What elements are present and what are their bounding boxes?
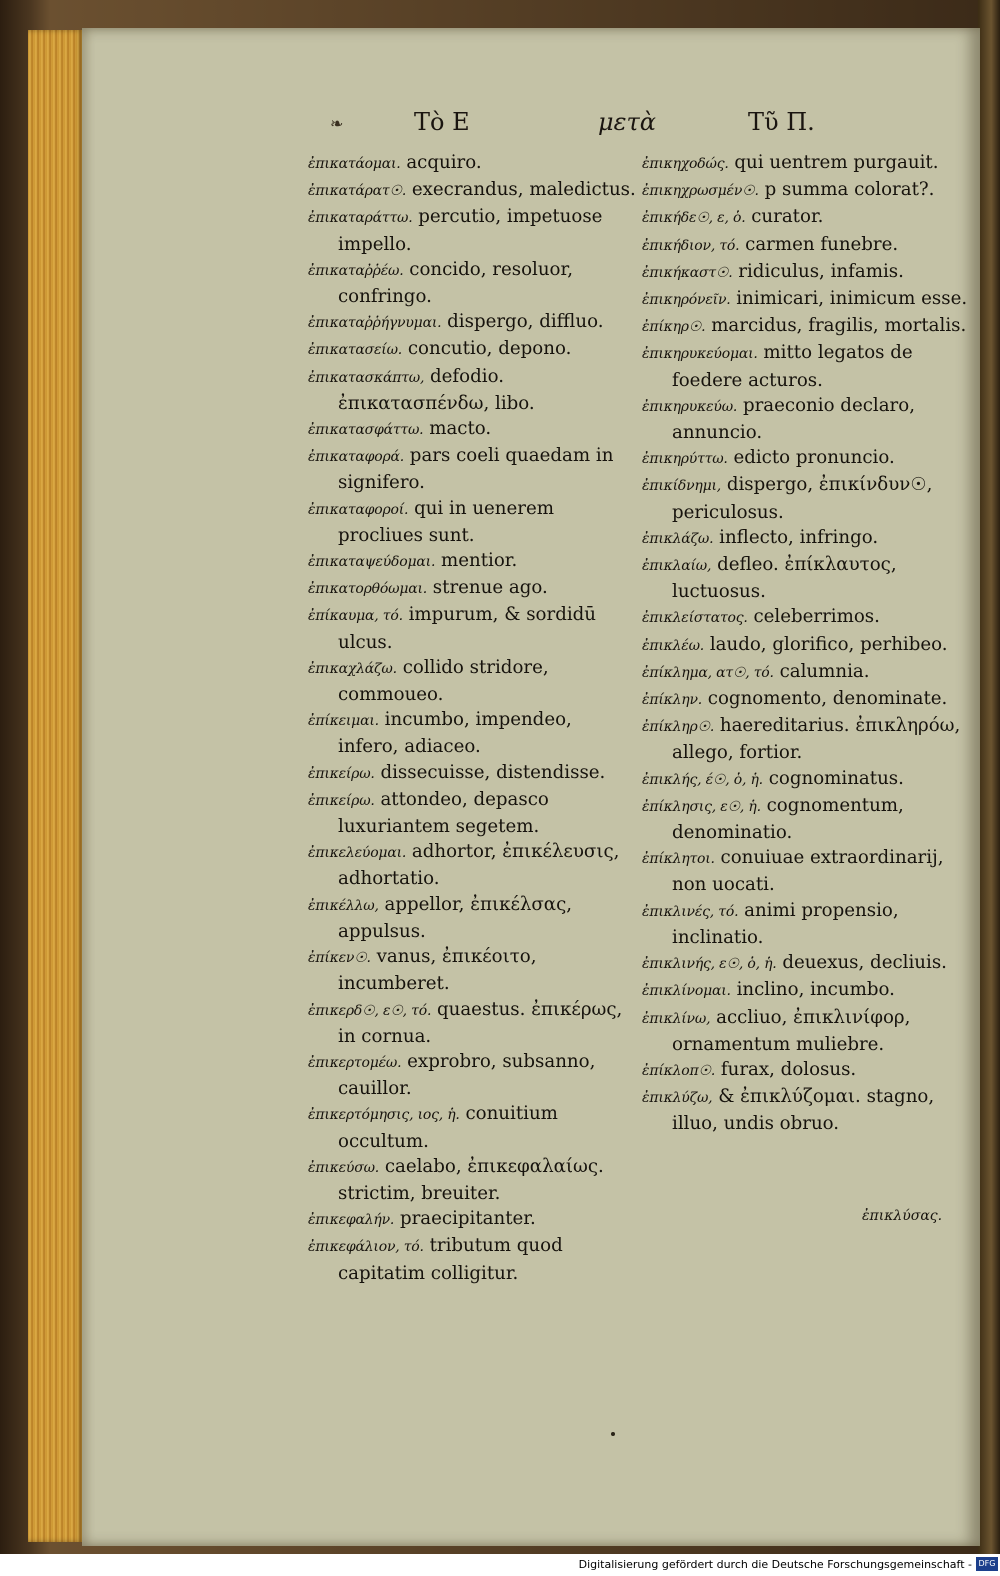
dictionary-entry (308, 1233, 638, 1285)
dictionary-entry (308, 892, 638, 944)
greek-headword: ἐπικήδιον, τό. (642, 237, 740, 254)
dictionary-entry (642, 313, 976, 340)
latin-gloss: animi propensio, inclinatio. (672, 899, 899, 948)
ornament-icon: ❧ (330, 114, 344, 133)
latin-gloss: cognomentum, denominatio. (672, 794, 904, 844)
greek-headword: ἐπικαταφοροί. (308, 501, 409, 518)
greek-headword: ἐπικαταῤῥέω. (308, 262, 404, 279)
dictionary-entry (642, 898, 976, 950)
greek-headword: ἐπικήκαστ☉. (642, 264, 733, 281)
left-column (308, 150, 638, 1286)
book-spine-edge (978, 0, 1000, 1576)
latin-gloss: cognominatus. (762, 767, 904, 789)
latin-gloss: dispergo, ἐπικίνδυν☉, periculosus. (672, 474, 933, 523)
dictionary-entry (308, 1049, 638, 1101)
greek-headword: ἐπικελεύομαι. (308, 845, 407, 862)
latin-gloss: dispergo, diffluo. (441, 311, 604, 333)
greek-headword: ἐπικερτόμησις, ιος, ἡ. (308, 1107, 460, 1124)
dictionary-entry (642, 686, 976, 713)
latin-gloss: conuitium occultum. (338, 1103, 558, 1152)
dictionary-entry (642, 713, 976, 765)
dictionary-entry (642, 393, 976, 445)
latin-gloss: dissecuisse, distendisse. (374, 761, 606, 783)
latin-gloss: exprobro, subsanno, cauillor. (338, 1050, 596, 1100)
latin-gloss: attondeo, depasco luxuriantem segetem. (338, 788, 549, 838)
greek-headword: ἐπικεύσω. (308, 1159, 380, 1176)
greek-headword: ἐπικλής, έ☉, ὁ, ἡ. (642, 771, 763, 788)
dictionary-entry (642, 766, 976, 793)
latin-gloss: laudo, glorifico, perhibeo. (704, 633, 948, 655)
dictionary-entry (308, 707, 638, 759)
greek-headword: ἐπίκλοπ☉. (642, 1062, 716, 1079)
latin-gloss: concutio, depono. (402, 338, 572, 360)
footer-bar (0, 1554, 1000, 1576)
greek-headword: ἐπικίδνημι, (642, 478, 722, 495)
greek-headword: ἐπικερδ☉, ε☉, τό. (308, 1002, 432, 1019)
greek-headword: ἐπικήδε☉, ε, ὁ. (642, 210, 746, 227)
greek-headword: ἐπικλινές, τό. (642, 903, 739, 920)
latin-gloss: percutio, impetuose impello. (338, 206, 603, 255)
dictionary-entry (308, 1206, 638, 1233)
greek-headword: ἐπικλίνω, (642, 1010, 711, 1027)
latin-gloss: & ἐπικλύζομαι. stagno, illuo, undis obruo. (672, 1086, 935, 1135)
dictionary-entry (308, 1154, 638, 1206)
greek-headword: ἐπίκειμαι. (308, 713, 379, 730)
greek-headword: ἐπικαχλάζω. (308, 660, 397, 677)
greek-headword: ἐπικλινής, ε☉, ὁ, ἡ. (642, 956, 777, 973)
latin-gloss: collido stridore, commoueo. (338, 656, 549, 706)
dictionary-entry (308, 364, 638, 416)
running-head-left: Τὸ Ε (414, 108, 470, 136)
dictionary-entry (308, 1101, 638, 1153)
dictionary-entry (642, 150, 976, 177)
dictionary-entry (642, 552, 976, 604)
dictionary-entry (642, 525, 976, 552)
latin-gloss: defleo. ἐπίκλαυτος, luctuosus. (672, 554, 897, 603)
greek-headword: ἐπικερτομέω. (308, 1054, 402, 1071)
greek-headword: ἐπικατασφάττω. (308, 422, 424, 439)
latin-gloss: mentior. (435, 550, 518, 572)
greek-headword: ἐπίκλην. (642, 692, 703, 709)
running-head-middle: μετὰ (598, 108, 656, 136)
greek-headword: ἐπικλίνομαι. (642, 983, 731, 1000)
dictionary-entry (642, 1084, 976, 1136)
latin-gloss: adhortor, ἐπικέλευσις, adhortatio. (338, 841, 620, 890)
dictionary-entry (308, 204, 638, 256)
footer-credit: Digitalisierung gefördert durch die Deutsche Forschungsgemeinschaft - (578, 1558, 972, 1571)
latin-gloss: calumnia. (773, 660, 870, 682)
running-head (330, 108, 850, 148)
dictionary-entry (308, 997, 638, 1049)
dfg-logo: DFG (976, 1557, 998, 1571)
dictionary-entry (642, 204, 976, 231)
dictionary-entry (308, 257, 638, 309)
dictionary-entry (642, 445, 976, 472)
latin-gloss: furax, dolosus. (715, 1058, 857, 1080)
latin-gloss: caelabo, ἐπικεφαλαίως. strictim, breuiter. (338, 1155, 604, 1204)
latin-gloss: marcidus, fragilis, mortalis. (705, 315, 967, 337)
latin-gloss: execrandus, maledictus. (406, 179, 636, 201)
latin-gloss: acquiro. (400, 152, 482, 173)
dictionary-entry (642, 472, 976, 524)
latin-gloss: qui in uenerem procliues sunt. (338, 497, 554, 546)
greek-headword: ἐπικείρω. (308, 792, 375, 809)
dictionary-entry (308, 602, 638, 654)
dictionary-entry (642, 977, 976, 1004)
dictionary-entry (308, 150, 638, 177)
latin-gloss: deuexus, decliuis. (776, 952, 947, 974)
latin-gloss: impurum, & sordidū ulcus. (338, 604, 597, 653)
dictionary-entry (642, 659, 976, 686)
greek-headword: ἐπικατάομαι. (308, 156, 401, 172)
greek-headword: ἐπικέλλω, (308, 897, 379, 914)
latin-gloss: concido, resoluor, confringo. (338, 258, 573, 308)
dictionary-entry (308, 548, 638, 575)
latin-gloss: tributum quod capitatim colligitur. (338, 1235, 563, 1284)
latin-gloss: curator. (745, 206, 824, 228)
dictionary-entry (642, 632, 976, 659)
latin-gloss: edicto pronuncio. (727, 447, 895, 469)
signature-mark (611, 1432, 615, 1436)
latin-gloss: praeconio declaro, annuncio. (672, 394, 915, 444)
greek-headword: ἐπικεφάλιον, τό. (308, 1239, 424, 1256)
latin-gloss: p summa colorat?. (758, 179, 935, 201)
latin-gloss: qui uentrem purgauit. (728, 152, 939, 173)
latin-gloss: celeberrimos. (747, 606, 880, 628)
dictionary-entry (308, 575, 638, 602)
latin-gloss: defodio. ἐπικατασπένδω, libo. (338, 365, 535, 414)
dictionary-entry (642, 604, 976, 631)
greek-headword: ἐπίκλημα, ατ☉, τό. (642, 664, 774, 681)
catchword: ἐπικλύσας. (862, 1208, 943, 1224)
latin-gloss: ridiculus, infamis. (732, 260, 904, 282)
latin-gloss: mitto legatos de foedere acturos. (672, 342, 913, 391)
dictionary-entry (308, 443, 638, 495)
greek-headword: ἐπικαταράττω. (308, 210, 413, 227)
greek-headword: ἐπικηρόνεῖν. (642, 292, 731, 309)
latin-gloss: incumbo, impendeo, infero, adiaceo. (338, 709, 572, 758)
greek-headword: ἐπικαταφορά. (308, 449, 405, 466)
latin-gloss: carmen funebre. (739, 233, 899, 255)
latin-gloss: macto. (423, 418, 492, 440)
latin-gloss: inimicari, inimicum esse. (730, 288, 968, 310)
greek-headword: ἐπικηχρωσμέν☉. (642, 183, 759, 200)
greek-headword: ἐπικεφαλήν. (308, 1212, 395, 1229)
greek-headword: ἐπικλάζω. (642, 530, 714, 547)
right-column (642, 150, 976, 1137)
dictionary-entry (642, 286, 976, 313)
dictionary-entry (642, 1057, 976, 1084)
greek-headword: ἐπίκλησις, ε☉, ἡ. (642, 798, 761, 815)
greek-headword: ἐπικλαίω, (642, 558, 712, 575)
dictionary-entry (308, 416, 638, 443)
dictionary-entry (642, 1005, 976, 1057)
greek-headword: ἐπικλύζω, (642, 1090, 713, 1107)
greek-headword: ἐπικηρυκεύω. (642, 398, 738, 415)
greek-headword: ἐπικλείστατος. (642, 610, 748, 627)
dictionary-entry (642, 177, 976, 204)
greek-headword: ἐπικείρω. (308, 765, 375, 782)
latin-gloss: haereditarius. ἐπικληρόω, allego, fortior. (672, 715, 961, 764)
dictionary-entry (308, 787, 638, 839)
greek-headword: ἐπίκηρ☉. (642, 319, 706, 336)
greek-headword: ἐπικατάρατ☉. (308, 183, 407, 200)
dictionary-entry (642, 950, 976, 977)
dictionary-entry (308, 496, 638, 548)
latin-gloss: praecipitanter. (394, 1208, 536, 1230)
greek-headword: ἐπικατασείω. (308, 342, 403, 359)
latin-gloss: vanus, ἐπικέοιτο, incumberet. (338, 946, 537, 995)
greek-headword: ἐπίκεν☉. (308, 950, 371, 967)
greek-headword: ἐπικατασκάπτω, (308, 369, 425, 386)
dictionary-entry (308, 177, 638, 204)
greek-headword: ἐπικηχοδώς. (642, 156, 729, 172)
dictionary-entry (642, 340, 976, 392)
dictionary-entry (308, 655, 638, 707)
dictionary-entry (308, 336, 638, 363)
latin-gloss: cognomento, denominate. (702, 688, 948, 710)
greek-headword: ἐπικηρυκεύομαι. (642, 346, 758, 363)
dictionary-entry (642, 259, 976, 286)
running-head-right: Τῦ Π. (748, 108, 815, 136)
gilt-fore-edge (28, 30, 84, 1542)
greek-headword: ἐπικατορθόωμαι. (308, 581, 428, 598)
dictionary-entry (308, 760, 638, 787)
greek-headword: ἐπίκλητοι. (642, 851, 715, 868)
latin-gloss: strenue ago. (427, 577, 548, 599)
greek-headword: ἐπικηρύττω. (642, 451, 728, 468)
dictionary-entry (308, 839, 638, 891)
latin-gloss: accliuo, ἐπικλινίφορ, ornamentum muliebre. (672, 1006, 911, 1055)
greek-headword: ἐπικλέω. (642, 637, 705, 654)
greek-headword: ἐπικαταῤῥήγνυμαι. (308, 315, 442, 332)
greek-headword: ἐπίκληρ☉. (642, 719, 715, 736)
latin-gloss: quaestus. ἐπικέρως, in cornua. (338, 998, 623, 1047)
dictionary-entry (308, 309, 638, 336)
latin-gloss: pars coeli quaedam in signifero. (338, 445, 614, 494)
latin-gloss: conuiuae extraordinarij, non uocati. (672, 847, 944, 896)
latin-gloss: appellor, ἐπικέλσας, appulsus. (338, 893, 573, 942)
dictionary-entry (642, 845, 976, 897)
dictionary-entry (642, 232, 976, 259)
latin-gloss: inflecto, infringo. (713, 526, 879, 548)
latin-gloss: inclino, incumbo. (730, 979, 895, 1001)
dictionary-entry (308, 944, 638, 996)
greek-headword: ἐπίκαυμα, τό. (308, 608, 403, 625)
dictionary-entry (642, 793, 976, 845)
greek-headword: ἐπικαταψεύδομαι. (308, 554, 436, 571)
